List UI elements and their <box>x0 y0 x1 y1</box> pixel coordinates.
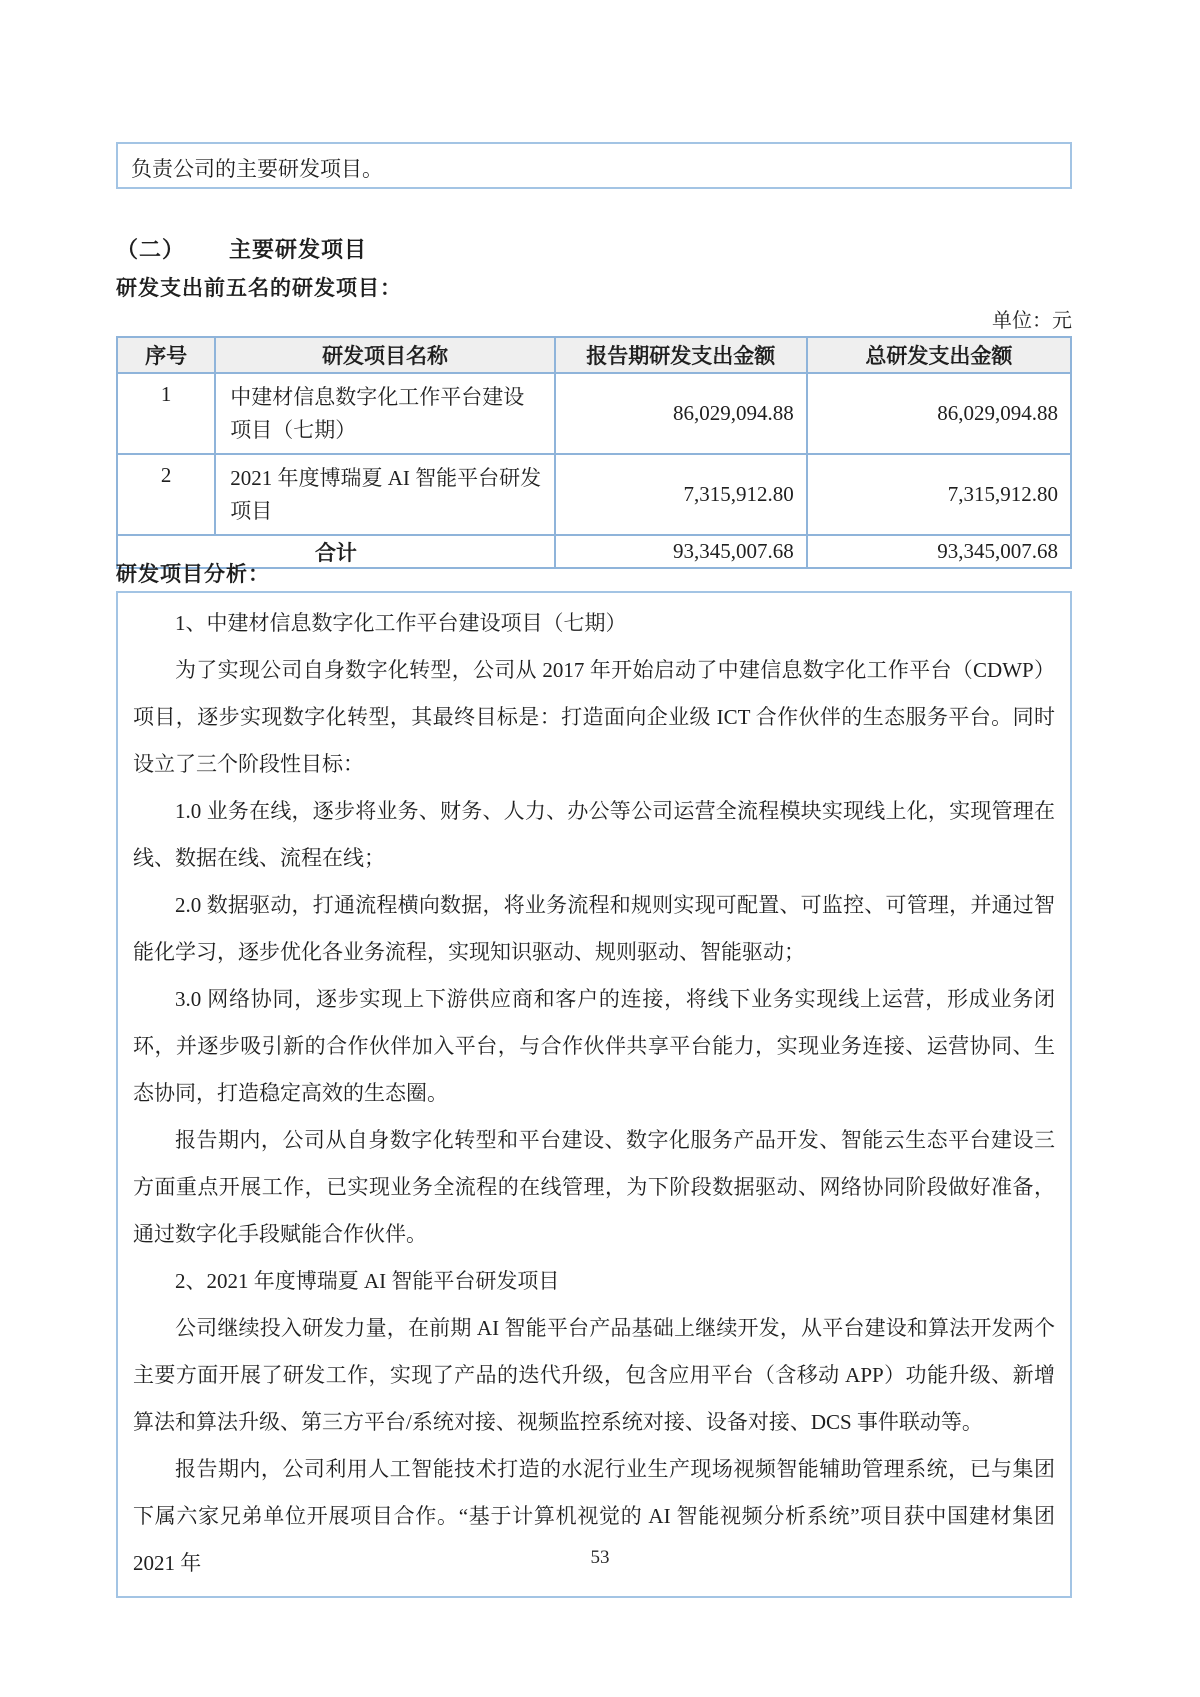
cell-row1-project-name: 中建材信息数字化工作平台建设项目（七期） <box>215 373 555 454</box>
col-header-period-amount: 报告期研发支出金额 <box>555 337 807 373</box>
table-header-row <box>117 337 1071 373</box>
unit-note: 单位：元 <box>992 310 1072 332</box>
section-heading <box>116 233 367 264</box>
table-row <box>117 373 1071 454</box>
cell-row2-total-amount: 7,315,912.80 <box>807 454 1071 535</box>
cell-total-total-amount: 93,345,007.68 <box>807 535 1071 568</box>
analysis-paragraph: 3.0 网络协同，逐步实现上下游供应商和客户的连接，将线下业务实现线上运营，形成业务闭环，并逐步吸引新的合作伙伴加入平台，与合作伙伴共享平台能力，实现业务连接、运营协同、生态协同，打造稳定高效的生态圈。 <box>133 987 1055 1105</box>
cell-total-label: 合计 <box>117 535 555 568</box>
analysis-box <box>116 591 1072 1598</box>
col-header-project-name: 研发项目名称 <box>215 337 555 373</box>
cell-row2-no: 2 <box>117 454 215 535</box>
section-index-label: （二） <box>116 237 186 262</box>
analysis-paragraph: 公司继续投入研发力量，在前期 AI 智能平台产品基础上继续开发，从平台建设和算法开发两个主要方面开展了研发工作，实现了产品的迭代升级，包含应用平台（含移动 APP）功能升级、新增算法和算法升级、第三方平台/系统对接、视频监控系统对接、设备对接、DCS 事件联动等。 <box>133 1316 1055 1434</box>
cell-row2-period-amount: 7,315,912.80 <box>555 454 807 535</box>
analysis-paragraph: 报告期内，公司从自身数字化转型和平台建设、数字化服务产品开发、智能云生态平台建设三方面重点开展工作，已实现业务全流程的在线管理，为下阶段数据驱动、网络协同阶段做好准备，通过数字化手段赋能合作伙伴。 <box>133 1128 1055 1246</box>
section-title: 主要研发项目 <box>229 237 368 262</box>
cell-row2-project-name: 2021 年度博瑞夏 AI 智能平台研发项目 <box>215 454 555 535</box>
analysis-paragraph: 1、中建材信息数字化工作平台建设项目（七期） <box>175 611 627 635</box>
col-header-total-amount: 总研发支出金额 <box>807 337 1071 373</box>
cell-row1-total-amount: 86,029,094.88 <box>807 373 1071 454</box>
col-header-no: 序号 <box>117 337 215 373</box>
analysis-paragraph: 2、2021 年度博瑞夏 AI 智能平台研发项目 <box>175 1269 560 1293</box>
intro-text: 负责公司的主要研发项目。 <box>131 157 383 181</box>
page-number: 53 <box>590 1547 610 1568</box>
analysis-paragraph: 报告期内，公司利用人工智能技术打造的水泥行业生产现场视频智能辅助管理系统，已与集团下属六家兄弟单位开展项目合作。“基于计算机视觉的 AI 智能视频分析系统”项目获中国建材集团 2021 年 <box>133 1457 1055 1575</box>
intro-box <box>116 142 1072 189</box>
cell-row1-period-amount: 86,029,094.88 <box>555 373 807 454</box>
analysis-heading: 研发项目分析： <box>116 562 270 586</box>
cell-total-period-amount: 93,345,007.68 <box>555 535 807 568</box>
section-subtitle: 研发支出前五名的研发项目： <box>116 276 402 300</box>
analysis-paragraph: 1.0 业务在线，逐步将业务、财务、人力、办公等公司运营全流程模块实现线上化，实现管理在线、数据在线、流程在线； <box>133 799 1055 870</box>
analysis-paragraph: 为了实现公司自身数字化转型，公司从 2017 年开始启动了中建信息数字化工作平台（CDWP）项目，逐步实现数字化转型，其最终目标是：打造面向企业级 ICT 合作伙伴的生态服务平台。同时设立了三个阶段性目标： <box>133 658 1055 776</box>
analysis-paragraph: 2.0 数据驱动，打通流程横向数据，将业务流程和规则实现可配置、可监控、可管理，并通过智能化学习，逐步优化各业务流程，实现知识驱动、规则驱动、智能驱动； <box>133 893 1055 964</box>
table-row <box>117 454 1071 535</box>
rd-projects-table <box>116 336 1072 569</box>
cell-row1-no: 1 <box>117 373 215 454</box>
